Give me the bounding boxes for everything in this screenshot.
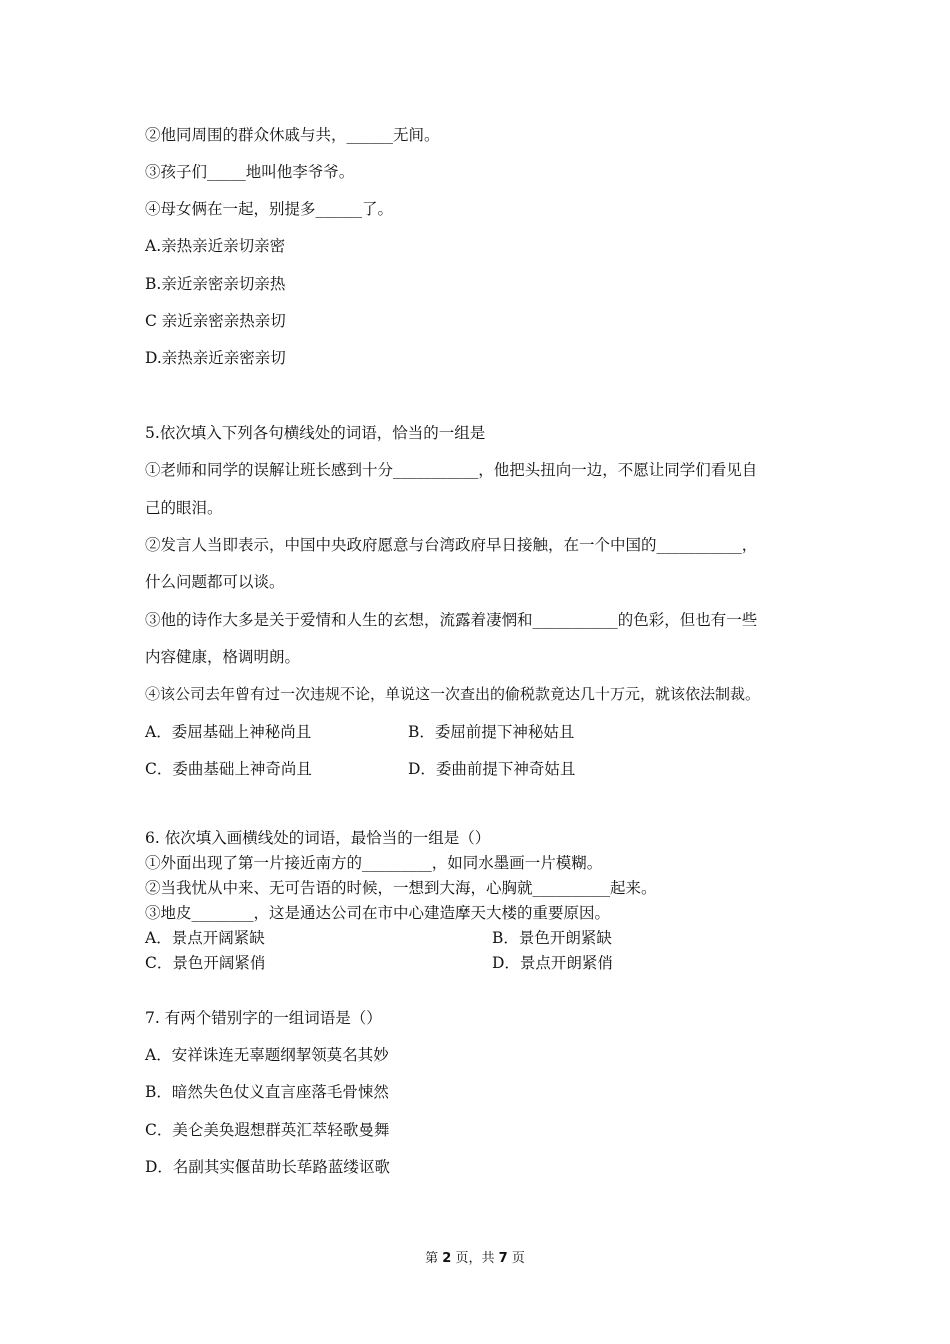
q5-sentence-1a: ①老师和同学的误解让班长感到十分___________，他把头扭向一边，不愿让同学们看见自 bbox=[145, 461, 758, 479]
q5-option-d: D．委曲前提下神奇姑且 bbox=[408, 760, 576, 778]
q6-sentence-2: ②当我忧从中来、无可告语的时候，一想到大海，心胸就__________起来。 bbox=[145, 879, 657, 897]
page-footer bbox=[0, 1247, 950, 1266]
q5-sentence-3b: 内容健康，格调明朗。 bbox=[145, 648, 301, 666]
q4-option-a: A.亲热亲近亲切亲密 bbox=[145, 237, 286, 255]
q7-option-a: A．安祥诛连无辜题纲挈领莫名其妙 bbox=[145, 1046, 389, 1064]
q5-stem: 5.依次填入下列各句横线处的词语，恰当的一组是 bbox=[145, 424, 486, 442]
q5-sentence-2b: 什么问题都可以谈。 bbox=[145, 573, 285, 591]
q7-option-c: C．美仑美奂遐想群英汇萃轻歌曼舞 bbox=[145, 1121, 390, 1139]
q5-option-a: A．委屈基础上神秘尚且 bbox=[145, 723, 312, 741]
footer-suffix: 页 bbox=[511, 1251, 525, 1266]
q5-option-b: B．委屈前提下神秘姑且 bbox=[408, 723, 575, 741]
footer-middle: 页，共 bbox=[455, 1251, 495, 1266]
q4-sentence-3: ③孩子们_____地叫他李爷爷。 bbox=[145, 163, 355, 181]
q6-option-b: B．景色开朗紧缺 bbox=[492, 929, 612, 947]
q6-stem: 6. 依次填入画横线处的词语，最恰当的一组是（） bbox=[145, 829, 491, 847]
q4-option-c: C 亲近亲密亲热亲切 bbox=[145, 312, 286, 330]
q6-sentence-3: ③地皮________，这是通达公司在市中心建造摩天大楼的重要原因。 bbox=[145, 904, 611, 922]
q5-option-c: C．委曲基础上神奇尚且 bbox=[145, 760, 312, 778]
q4-sentence-4: ④母女俩在一起，别提多______了。 bbox=[145, 200, 394, 218]
q5-sentence-2a: ②发言人当即表示，中国中央政府愿意与台湾政府早日接触，在一个中国的___________， bbox=[145, 536, 758, 554]
q7-stem: 7. 有两个错别字的一组词语是（） bbox=[145, 1009, 382, 1027]
total-pages-number: 7 bbox=[498, 1251, 508, 1266]
q4-sentence-2: ②他同周围的群众休戚与共，______无间。 bbox=[145, 126, 440, 144]
q7-option-d: D．名副其实偃苗助长荜路蓝缕讴歌 bbox=[145, 1158, 390, 1176]
footer-prefix: 第 bbox=[425, 1251, 439, 1266]
q6-option-a: A．景点开阔紧缺 bbox=[145, 929, 265, 947]
q4-option-b: B.亲近亲密亲切亲热 bbox=[145, 275, 286, 293]
q7-option-b: B．暗然失色仗义直言座落毛骨悚然 bbox=[145, 1083, 389, 1101]
q5-sentence-4: ④该公司去年曾有过一次违规不论，单说这一次查出的偷税款竟达几十万元，就该依法制裁。 bbox=[145, 685, 761, 703]
q6-option-c: C．景色开阔紧俏 bbox=[145, 954, 266, 972]
current-page-number: 2 bbox=[442, 1251, 452, 1266]
q6-option-d: D．景点开朗紧俏 bbox=[492, 954, 613, 972]
q6-sentence-1: ①外面出现了第一片接近南方的_________，如同水墨画一片模糊。 bbox=[145, 854, 603, 872]
q5-sentence-1b: 己的眼泪。 bbox=[145, 499, 223, 517]
q5-sentence-3a: ③他的诗作大多是关于爱情和人生的玄想，流露着凄惘和___________的色彩，但也有一些 bbox=[145, 611, 758, 629]
q4-option-d: D.亲热亲近亲密亲切 bbox=[145, 349, 286, 367]
